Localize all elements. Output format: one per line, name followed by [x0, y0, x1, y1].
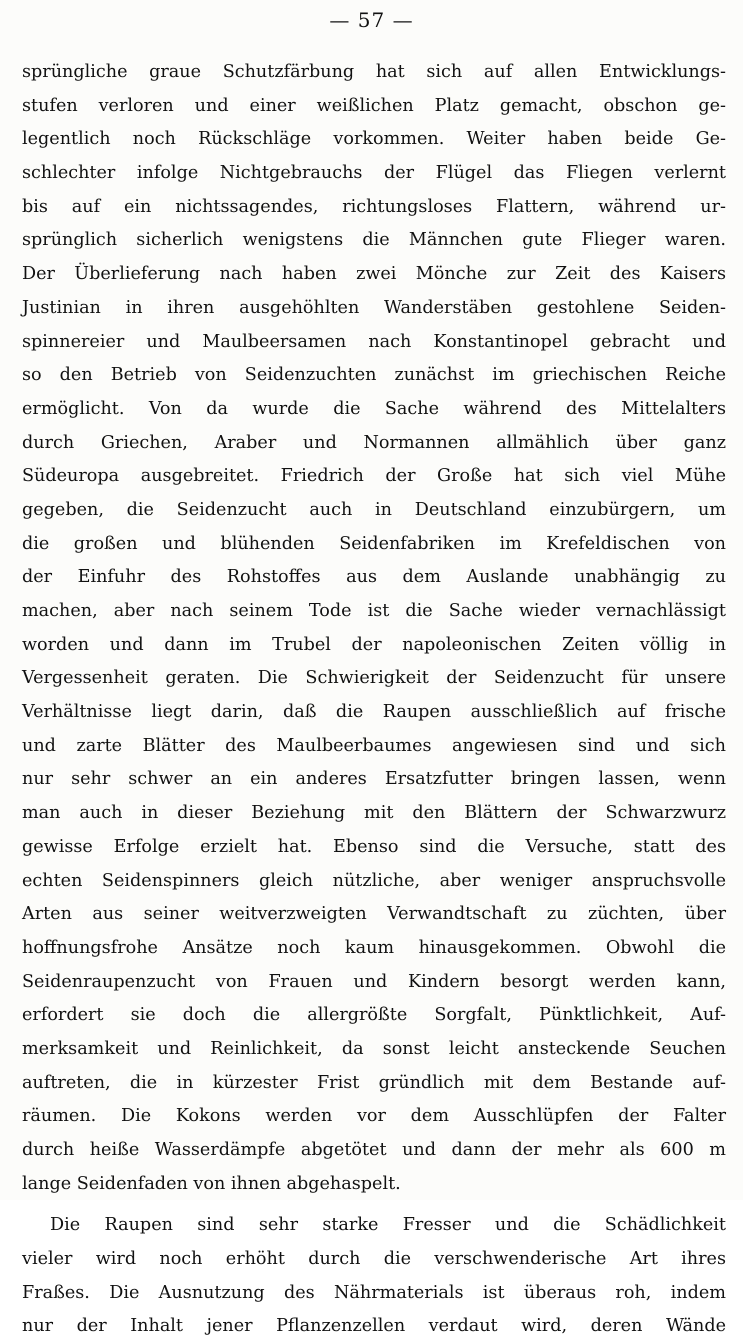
- text-line: legentlich noch Rückschläge vorkommen. Weiter haben beide Ge-: [22, 129, 726, 150]
- text-line: spinnereier und Maulbeersamen nach Konstantinopel gebracht und: [22, 331, 726, 352]
- text-line: man auch in dieser Beziehung mit den Blättern der Schwarzwurz: [22, 803, 726, 824]
- text-line: erfordert sie doch die allergrößte Sorgfalt, Pünktlichkeit, Auf-: [22, 1005, 726, 1026]
- text-line: Vergessenheit geraten. Die Schwierigkeit der Seidenzucht für unsere: [22, 668, 726, 689]
- text-line: sprüngliche graue Schutzfärbung hat sich auf allen Entwicklungs-: [22, 62, 726, 82]
- text-line: nur sehr schwer an ein anderes Ersatzfutter bringen lassen, wenn: [22, 769, 726, 790]
- paragraph-1: [22, 56, 726, 1201]
- text-line: Justinian in ihren ausgehöhlten Wanderstäben gestohlene Seiden-: [22, 297, 726, 318]
- text-line: sprünglich sicherlich wenigstens die Männchen gute Flieger waren.: [22, 230, 726, 251]
- text-line: hoffnungsfrohe Ansätze noch kaum hinausgekommen. Obwohl die: [22, 937, 726, 958]
- text-line: schlechter infolge Nichtgebrauchs der Flügel das Fliegen verlernt: [22, 163, 726, 184]
- text-line: bis auf ein nichtssagendes, richtungsloses Flattern, während ur-: [22, 196, 726, 217]
- text-line: durch heiße Wasserdämpfe abgetötet und dann der mehr als 600 m: [22, 1140, 726, 1160]
- text-line: und zarte Blätter des Maulbeerbaumes angewiesen sind und sich: [22, 735, 726, 756]
- text-line: nur der Inhalt jener Pflanzenzellen verdaut wird, deren Wände: [22, 1316, 726, 1337]
- text-line: machen, aber nach seinem Tode ist die Sache wieder vernachlässigt: [22, 601, 726, 621]
- text-line: lange Seidenfaden von ihnen abgehaspelt.: [22, 1173, 401, 1194]
- text-line: Südeuropa ausgebreitet. Friedrich der Große hat sich viel Mühe: [22, 466, 726, 487]
- text-line: ermöglicht. Von da wurde die Sache während des Mittelalters: [22, 398, 726, 419]
- paragraph-2: [22, 1209, 726, 1344]
- text-line: Der Überlieferung nach haben zwei Mönche zur Zeit des Kaisers: [22, 264, 726, 285]
- paragraph-gap: [22, 1201, 726, 1209]
- text-line: Arten aus seiner weitverzweigten Verwandtschaft zu züchten, über: [22, 904, 726, 925]
- text-line: durch Griechen, Araber und Normannen allmählich über ganz: [22, 432, 726, 453]
- text-line: räumen. Die Kokons werden vor dem Ausschlüpfen der Falter: [22, 1106, 726, 1127]
- text-line: echten Seidenspinners gleich nützliche, aber weniger anspruchsvolle: [22, 870, 726, 891]
- text-line: so den Betrieb von Seidenzuchten zunächst im griechischen Reiche: [22, 365, 726, 386]
- text-line: merksamkeit und Reinlichkeit, da sonst leicht ansteckende Seuchen: [22, 1038, 726, 1059]
- text-line: stufen verloren und einer weißlichen Platz gemacht, obschon ge-: [22, 95, 726, 116]
- text-line: gewisse Erfolge erzielt hat. Ebenso sind die Versuche, statt des: [22, 836, 726, 857]
- text-line: vieler wird noch erhöht durch die verschwenderische Art ihres: [22, 1249, 726, 1270]
- text-line: worden und dann im Trubel der napoleonischen Zeiten völlig in: [22, 634, 726, 655]
- text-line: gegeben, die Seidenzucht auch in Deutschland einzubürgern, um: [22, 499, 726, 520]
- text-line: Fraßes. Die Ausnutzung des Nährmaterials ist überaus roh, indem: [22, 1282, 726, 1303]
- text-line: die großen und blühenden Seidenfabriken im Krefeldischen von: [22, 533, 726, 554]
- text-line: Seidenraupenzucht von Frauen und Kindern besorgt werden kann,: [22, 971, 726, 992]
- text-line: der Einfuhr des Rohstoffes aus dem Auslande unabhängig zu: [22, 567, 726, 588]
- page-number: — 57 —: [329, 8, 414, 32]
- text-line: Die Raupen sind sehr starke Fresser und die Schädlichkeit: [50, 1215, 726, 1236]
- text-line: auftreten, die in kürzester Frist gründlich mit dem Bestande auf-: [22, 1072, 726, 1093]
- body-text: [22, 56, 726, 1344]
- text-line: Verhältnisse liegt darin, daß die Raupen ausschließlich auf frische: [22, 702, 726, 723]
